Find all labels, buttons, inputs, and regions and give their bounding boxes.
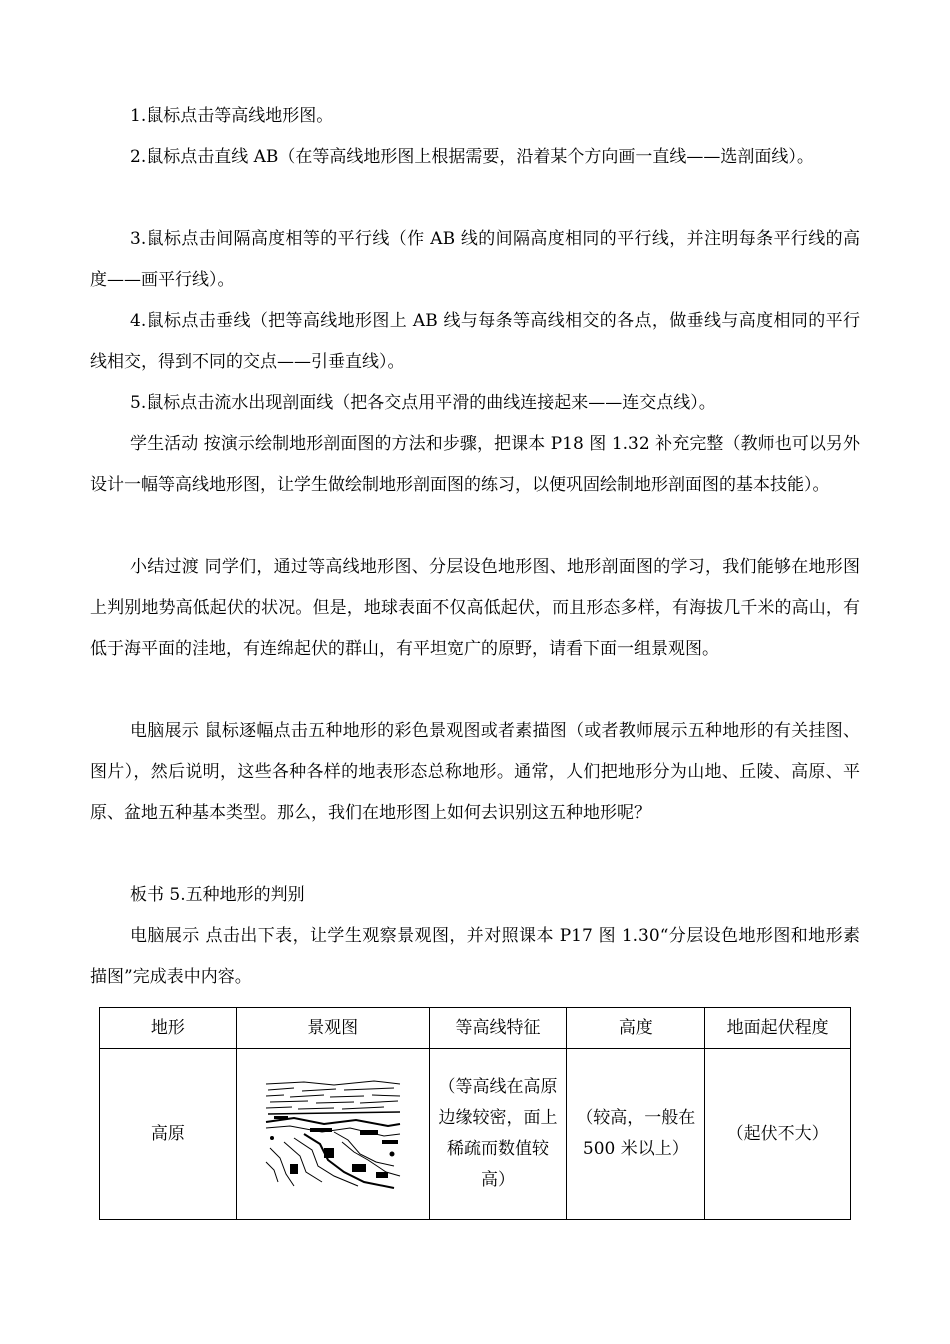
paragraph-step-3: 3.鼠标点击间隔高度相等的平行线（作 AB 线的间隔高度相同的平行线，并注明每条平行线的高度——画平行线）。 xyxy=(90,229,860,290)
header-contour: 等高线特征 xyxy=(429,1008,567,1049)
cell-height: （较高，一般在 500 米以上） xyxy=(567,1049,705,1220)
table-header-row xyxy=(100,1008,851,1049)
paragraph-step-2: 2.鼠标点击直线 AB（在等高线地形图上根据需要，沿着某个方向画一直线——选剖面线）。 xyxy=(130,147,814,167)
table-row xyxy=(100,1049,851,1220)
plateau-sketch-icon xyxy=(264,1078,402,1190)
paragraph-summary-transition: 小结过渡 同学们，通过等高线地形图、分层设色地形图、地形剖面图的学习，我们能够在地形图上判别地势高低起伏的状况。但是，地球表面不仅高低起伏，而且形态多样，有海拔几千米的高山，有低于海平面的洼地，有连绵起伏的群山，有平坦宽广的原野，请看下面一组景观图。 xyxy=(90,557,860,659)
header-landscape: 景观图 xyxy=(236,1008,429,1049)
paragraph-step-5: 5.鼠标点击流水出现剖面线（把各交点用平滑的曲线连接起来——连交点线）。 xyxy=(130,393,716,413)
cell-landscape xyxy=(236,1049,429,1220)
terrain-table xyxy=(99,1007,851,1220)
paragraph-computer-display: 电脑展示 鼠标逐幅点击五种地形的彩色景观图或者素描图（或者教师展示五种地形的有关挂图、图片），然后说明，这些各种各样的地表形态总称地形。通常，人们把地形分为山地、丘陵、高原、平原、盆地五种基本类型。那么，我们在地形图上如何去识别这五种地形呢？ xyxy=(90,721,860,823)
header-relief: 地面起伏程度 xyxy=(705,1008,851,1049)
paragraph-board-note: 板书 5.五种地形的判别 xyxy=(130,885,305,905)
paragraph-student-activity: 学生活动 按演示绘制地形剖面图的方法和步骤，把课本 P18 图 1.32 补充完整（教师也可以另外设计一幅等高线地形图，让学生做绘制地形剖面图的练习，以便巩固绘制地形剖面图的基本技能）。 xyxy=(90,434,860,495)
header-terrain: 地形 xyxy=(100,1008,237,1049)
cell-contour: （等高线在高原边缘较密，面上稀疏而数值较高） xyxy=(429,1049,567,1220)
paragraph-step-1: 1.鼠标点击等高线地形图。 xyxy=(130,106,334,126)
cell-terrain: 高原 xyxy=(100,1049,237,1220)
header-height: 高度 xyxy=(567,1008,705,1049)
paragraph-computer-display-table: 电脑展示 点击出下表，让学生观察景观图，并对照课本 P17 图 1.30“分层设色地形图和地形素描图”完成表中内容。 xyxy=(90,926,860,987)
cell-relief: （起伏不大） xyxy=(705,1049,851,1220)
paragraph-step-4: 4.鼠标点击垂线（把等高线地形图上 AB 线与每条等高线相交的各点，做垂线与高度相同的平行线相交，得到不同的交点——引垂直线）。 xyxy=(90,311,860,372)
